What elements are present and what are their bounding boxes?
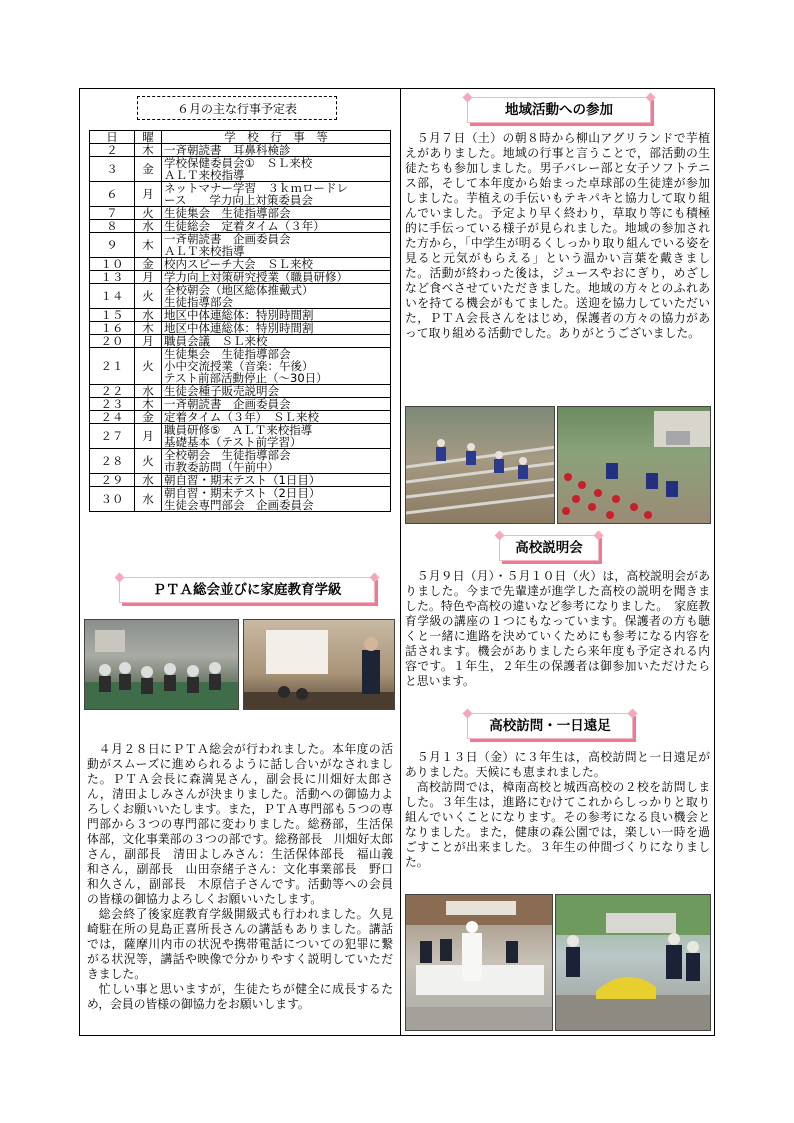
schedule-events (162, 449, 391, 474)
schedule-row (90, 284, 391, 309)
schedule-event-line: 一斉朝読書 企画委員会 (164, 232, 291, 246)
left-column (81, 88, 399, 1036)
schedule-event-line: 学力向上対策研究授業（職員研修） (164, 270, 348, 284)
schedule-weekday: 月 (135, 335, 162, 348)
potato-planting-photo (405, 406, 555, 524)
schedule-events (162, 348, 391, 385)
schedule-weekday: 木 (135, 144, 162, 157)
schedule-row (90, 182, 391, 207)
schedule-weekday: 木 (135, 233, 162, 258)
schedule-day: １０ (90, 258, 135, 271)
schedule-day: １３ (90, 271, 135, 284)
pta-paragraph-3: 忙しい事と思いますが，生徒たちが健全に成長するため，会員の皆様の御協力をお願いします。 (87, 982, 393, 1011)
schedule-events (162, 487, 391, 512)
schedule-weekday: 水 (135, 385, 162, 398)
schedule-day: １５ (90, 309, 135, 322)
schedule-event-line: 定着タイム（３年） ＳＬ来校 (164, 410, 320, 424)
schedule-day: ２８ (90, 449, 135, 474)
police-lecture-photo (243, 619, 395, 710)
schedule-events (162, 284, 391, 309)
schedule-event-line: 地区中体連総体：特別時間割 (164, 308, 314, 322)
column-divider (400, 88, 401, 1036)
schedule-weekday: 月 (135, 271, 162, 284)
schedule-event-line: 校内スピーチ大会 ＳＬ来校 (164, 257, 314, 271)
pta-meeting-photo (84, 619, 239, 710)
schedule-row (90, 220, 391, 233)
high-school-visit-photo (405, 894, 553, 1031)
schedule-row (90, 335, 391, 348)
schedule-events (162, 385, 391, 398)
schedule-event-line: 朝自習・期末テスト（1日目） (164, 473, 321, 487)
schedule-row (90, 474, 391, 487)
schedule-weekday: 金 (135, 258, 162, 271)
schedule-event-line: ＡＬＴ来校指導 (164, 168, 245, 182)
schedule-event-line: 朝自習・期末テスト（2日目） (164, 486, 321, 500)
schedule-weekday: 水 (135, 487, 162, 512)
schedule-row (90, 348, 391, 385)
schedule-weekday: 木 (135, 322, 162, 335)
schedule-event-line: 生徒集会 生徒指導部会 (164, 206, 291, 220)
schedule-row (90, 424, 391, 449)
pta-paragraph-1: ４月２８日にＰＴＡ総会が行われました。本年度の活動がスムーズに進められるように話し合いがなされました。ＰＴＡ会長に森満晃さん，副会長に川畑好太郎さん，清田よしみさんが決まりました。活動への御協力よろしくお願いいたします。また，ＰＴＡ専門部も５つの専門部から３つの専門部に変わりました。総務部，生活保体部，文化事業部の３つの部です。総務部長 川畑好太郎さん，副部長 清田よしみさん：生活保体部長 福山義和さん，副部長 山田奈緒子さん：文化事業部長 野口和久さん，副部長 木原信子さんです。活動等への会員の皆様の御協力よろしくお願いいたします。 (87, 742, 393, 906)
schedule-event-line: 基礎基本（テスト前学習） (164, 435, 302, 449)
schedule-day: ８ (90, 220, 135, 233)
schedule-weekday: 水 (135, 474, 162, 487)
schedule-events (162, 220, 391, 233)
schedule-events (162, 157, 391, 182)
schedule-event-line: 職員会議 ＳＬ来校 (164, 334, 268, 348)
schedule-weekday: 月 (135, 182, 162, 207)
pta-paragraph-2: 総会終了後家庭教育学級開級式も行われました。久見崎駐在所の見島正喜所長さんの講話もありました。講話では，薩摩川内市の状況や携帯電話についての犯罪に繋がる状況等，講話や映像で分かりやすく説明していただきました。 (87, 907, 393, 981)
schedule-event-line: 生徒集会 生徒指導部会 (164, 347, 291, 361)
schedule-day: ２４ (90, 411, 135, 424)
community-heading: 地域活動への参加 (467, 97, 651, 123)
schedule-events (162, 474, 391, 487)
schedule-event-line: テスト前部活動停止（～30日） (164, 371, 328, 385)
header-weekday: 曜 (135, 131, 162, 144)
visit-paragraph-2: 高校訪問では，樟南高校と城西高校の２校を訪問しました。３年生は，進路にむけてこれからしっかりと取り組んでいくことになります。その参考になる良い機会となりました。また，健康の森公園では，楽しい一時を過ごすことが出来ました。３年生の仲間づくりになりました。 (405, 780, 710, 869)
schedule-row (90, 207, 391, 220)
schedule-event-line: 地区中体連総体：特別時間割 (164, 321, 314, 335)
schedule-weekday: 火 (135, 284, 162, 309)
header-event: 学 校 行 事 等 (162, 131, 391, 144)
schedule-weekday: 金 (135, 157, 162, 182)
schedule-event-line: 小中交流授業（音楽：午後） (164, 359, 314, 373)
schedule-events (162, 335, 391, 348)
schedule-event-line: 生徒指導部会 (164, 295, 233, 309)
schedule-row (90, 258, 391, 271)
schedule-day: ９ (90, 233, 135, 258)
schedule-event-line: 生徒会種子販売説明会 (164, 384, 279, 398)
schedule-day: ７ (90, 207, 135, 220)
header-day: 日 (90, 131, 135, 144)
schedule-day: ２９ (90, 474, 135, 487)
schedule-row (90, 233, 391, 258)
schedule-event-line: 生徒総会 定着タイム（３年） (164, 219, 325, 233)
schedule-event-line: 全校朝会（地区総体推戴式） (164, 283, 314, 297)
schedule-events (162, 233, 391, 258)
schedule-day: ２１ (90, 348, 135, 385)
schedule-event-line: 職員研修⑤ ＡＬＴ来校指導 (164, 423, 313, 437)
schedule-row (90, 157, 391, 182)
schedule-day: ３ (90, 157, 135, 182)
schedule-day: ２２ (90, 385, 135, 398)
schedule-header-row (90, 131, 391, 144)
pta-article (87, 742, 393, 1012)
schedule-events (162, 207, 391, 220)
schedule-event-line: 市教委訪問（午前中） (164, 460, 279, 474)
schedule-events (162, 258, 391, 271)
schedule-event-line: ース 学力向上対策委員会 (164, 193, 313, 207)
schedule-row (90, 385, 391, 398)
schedule-events (162, 144, 391, 157)
schedule-row (90, 487, 391, 512)
schedule-weekday: 水 (135, 220, 162, 233)
visit-article (405, 750, 710, 870)
schedule-event-line: ネットマナー学習 ３ｋｍロードレ (164, 181, 348, 195)
briefing-heading: 高校説明会 (499, 535, 599, 561)
schedule-day: ２３ (90, 398, 135, 411)
schedule-title: ６月の主な行事予定表 (137, 96, 337, 120)
right-column (403, 88, 713, 1036)
schedule-day: ２７ (90, 424, 135, 449)
schedule-event-line: ＡＬＴ来校指導 (164, 244, 245, 258)
community-article (405, 131, 710, 341)
schedule-events (162, 271, 391, 284)
schedule-event-line: 一斉朝読書 耳鼻科検診 (164, 143, 291, 157)
schedule-events (162, 424, 391, 449)
schedule-event-line: 生徒会専門部会 企画委員会 (164, 498, 314, 512)
schedule-events (162, 398, 391, 411)
schedule-row (90, 398, 391, 411)
visit-heading: 高校訪問・一日遠足 (467, 713, 633, 739)
schedule-weekday: 金 (135, 411, 162, 424)
schedule-day: １６ (90, 322, 135, 335)
schedule-body (90, 144, 391, 512)
schedule-events (162, 309, 391, 322)
schedule-row (90, 144, 391, 157)
schedule-day: ２ (90, 144, 135, 157)
schedule-row (90, 322, 391, 335)
schedule-events (162, 322, 391, 335)
schedule-event-line: 全校朝会 生徒指導部会 (164, 448, 291, 462)
schedule-day: ２０ (90, 335, 135, 348)
briefing-article (405, 569, 710, 689)
visit-paragraph-1: ５月１３日（金）に３年生は，高校訪問と一日遠足がありました。天候にも恵まれました。 (405, 750, 710, 779)
schedule-event-line: 一斉朝読書 企画委員会 (164, 397, 291, 411)
schedule-day: ６ (90, 182, 135, 207)
pta-heading: ＰＴＡ総会並びに家庭教育学級 (119, 577, 375, 603)
schedule-weekday: 木 (135, 398, 162, 411)
schedule-row (90, 309, 391, 322)
park-excursion-photo (555, 894, 711, 1031)
schedule-table (89, 130, 391, 512)
schedule-day: １４ (90, 284, 135, 309)
flower-bed-photo (557, 406, 711, 524)
schedule-row (90, 449, 391, 474)
schedule-weekday: 火 (135, 348, 162, 385)
community-paragraph-1: ５月７日（土）の朝８時から柳山アグリランドで芋植えがありました。地域の行事と言うことで，部活動の生徒たちも参加しました。男子バレー部と女子ソフトテニス部，そして本年度から始まった卓球部の生徒達が参加しました。芋植えの手伝いもテキパキと協力して取り組んでいました。予定より早く終わり，草取り等にも積極的に手伝っている様子が見られました。地域の参加された方から，「中学生が明るくしっかり取り組んでいる姿を見ると元気がもらえる」という温かい言葉を戴きました。活動が終わった後は，ジュースやおにぎり，めざしなど食べさせていただきました。地域の方々とのふれあいを持てる機会がもてました。送迎を協力していただいた，ＰＴＡ会長さんをはじめ，保護者の方々の協力があって取り組める活動でした。ありがとうございました。 (405, 131, 710, 340)
schedule-weekday: 水 (135, 309, 162, 322)
schedule-row (90, 411, 391, 424)
schedule-event-line: 学校保健委員会① ＳＬ来校 (164, 156, 313, 170)
schedule-day: ３０ (90, 487, 135, 512)
schedule-row (90, 271, 391, 284)
schedule-events (162, 182, 391, 207)
schedule-weekday: 火 (135, 449, 162, 474)
schedule-weekday: 月 (135, 424, 162, 449)
schedule-weekday: 火 (135, 207, 162, 220)
briefing-paragraph-1: ５月９日（月）・５月１０日（火）は，高校説明会がありました。今まで先輩達が進学した高校の説明を聞きました。特色や高校の違いなど参考になりました。 家庭教育学級の講座の１つにもなっています。保護者の方も聴くと一緒に進路を決めていくためにも参考になる内容を話されます。機会がありましたら来年度も予定される内容です。１年生，２年生の保護者は御参加いただけたらと思います。 (405, 569, 710, 688)
schedule-events (162, 411, 391, 424)
